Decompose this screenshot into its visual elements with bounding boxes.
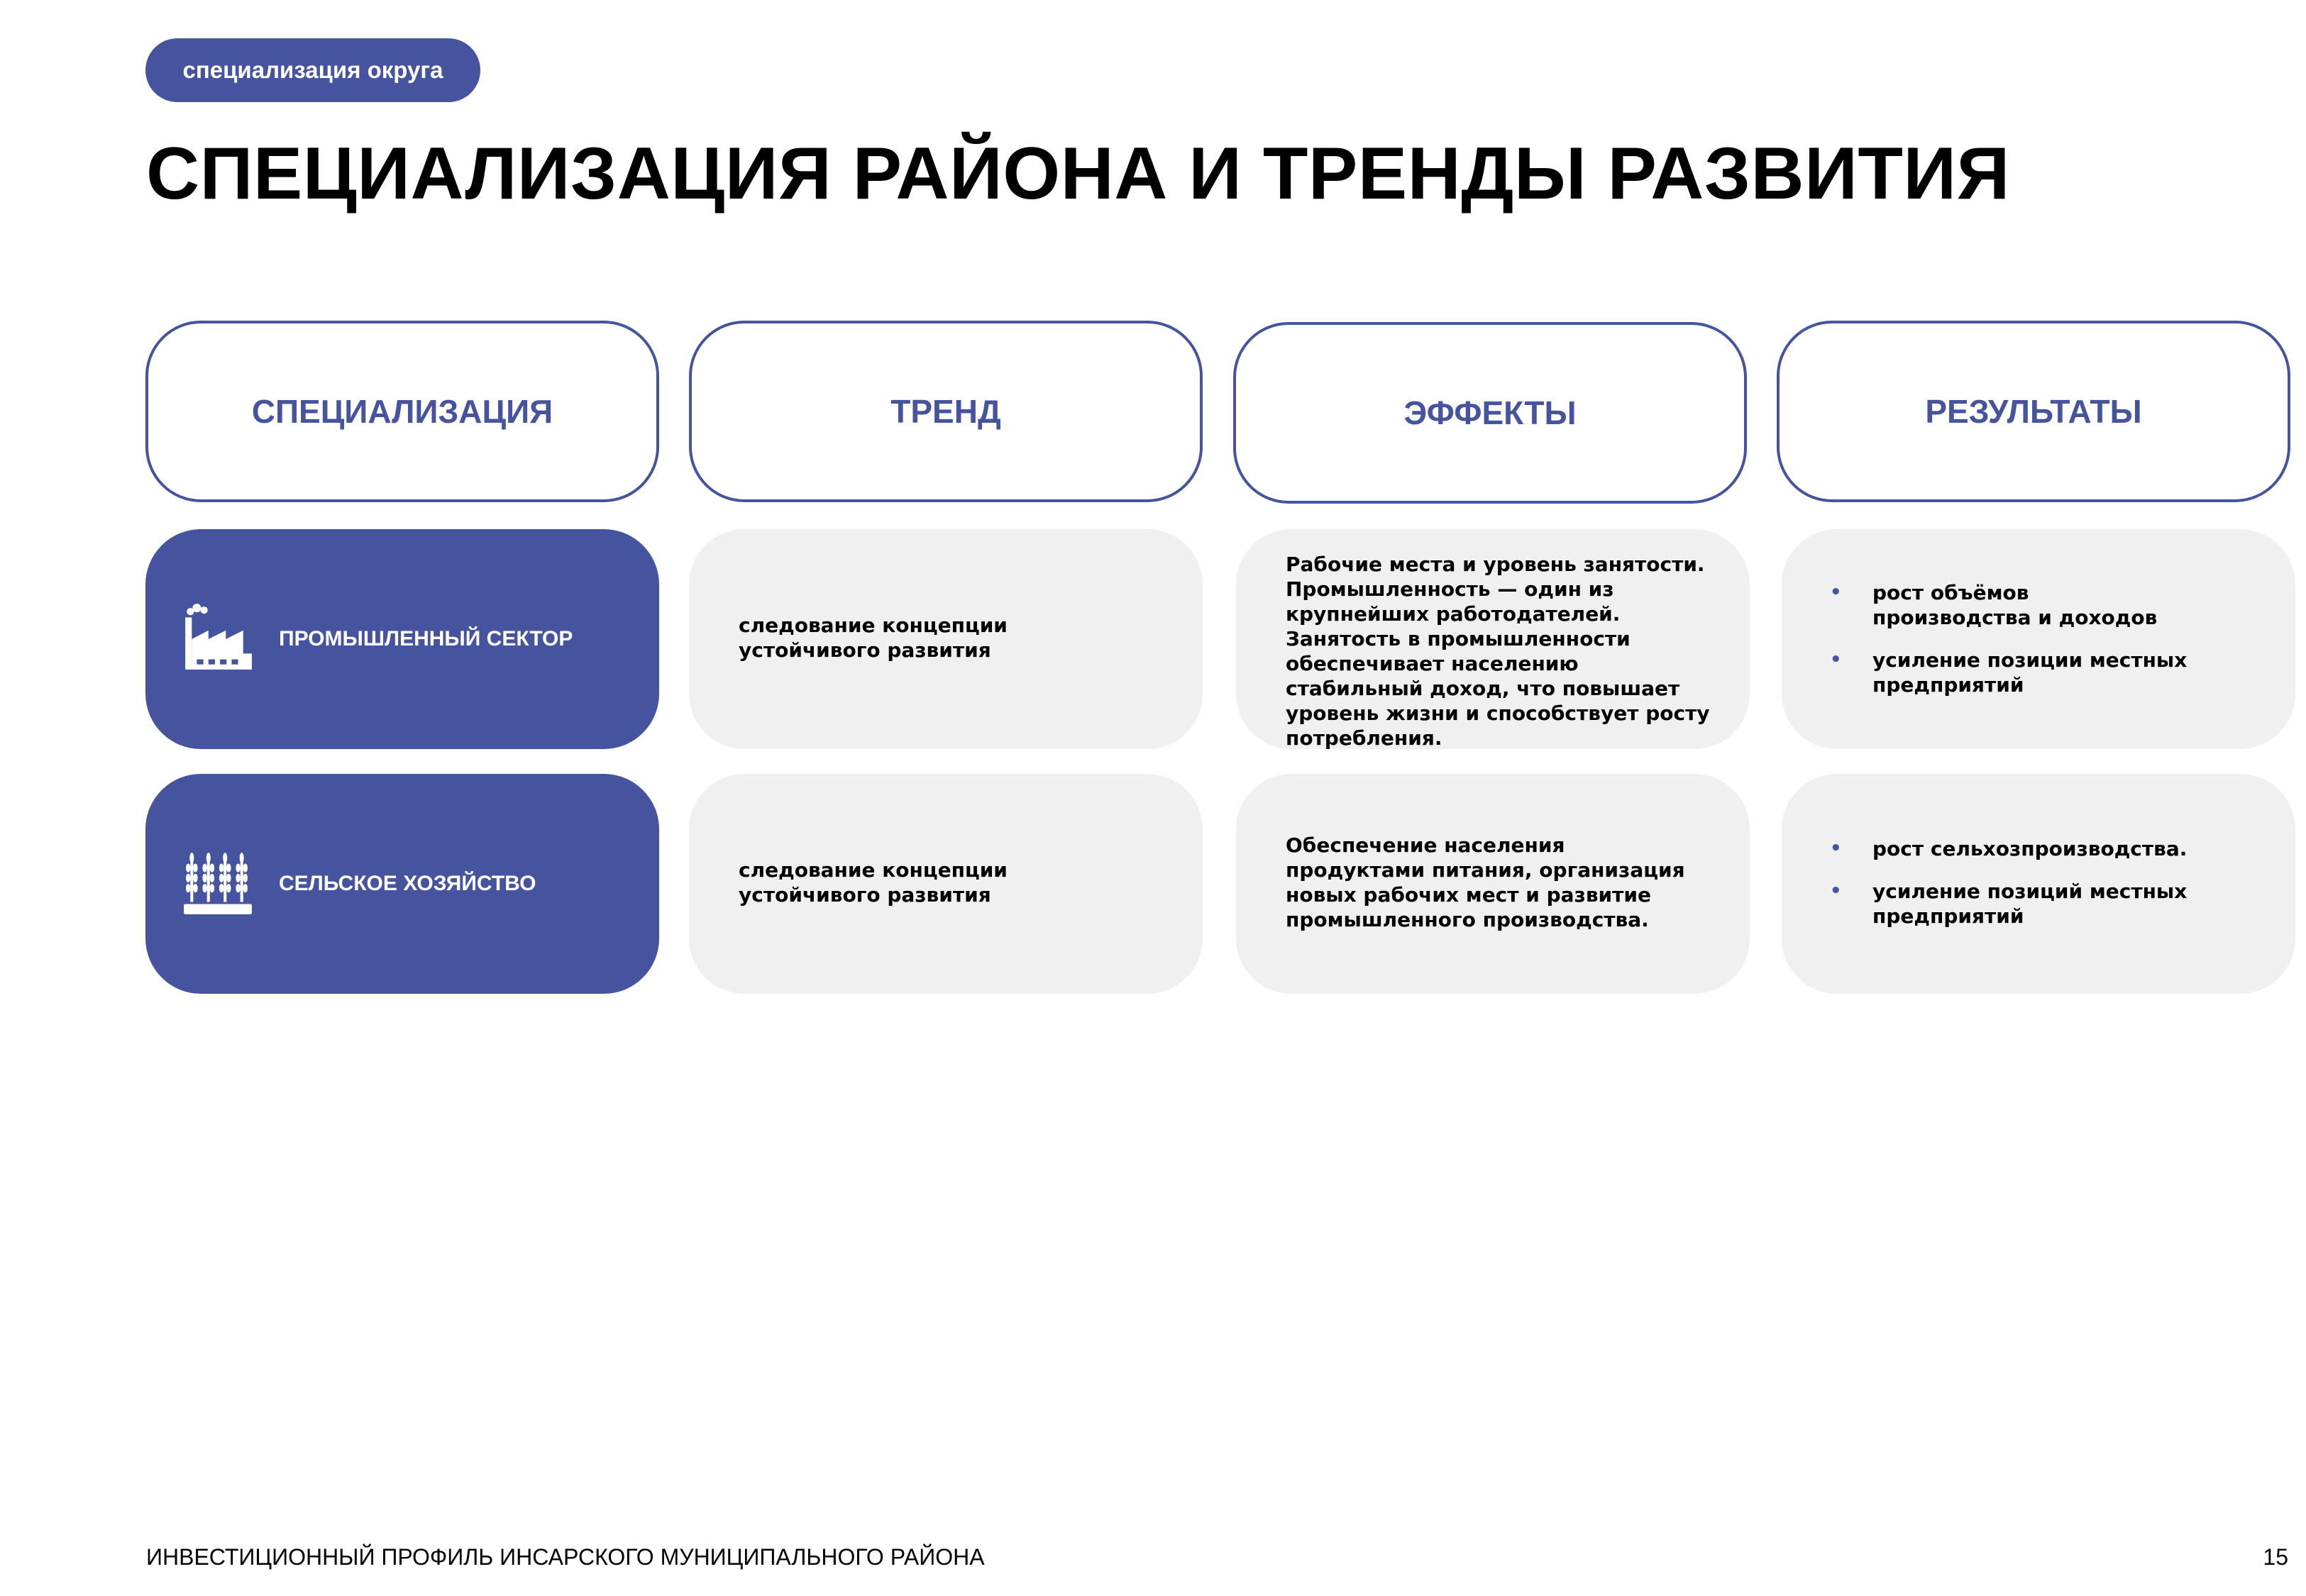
result-item	[1782, 648, 2189, 697]
specialization-cell-agriculture	[145, 774, 659, 994]
wheat-icon	[181, 848, 253, 920]
section-tag-label: специализация округа	[182, 57, 443, 83]
result-item	[1782, 879, 2189, 929]
bullet-icon: •	[1830, 649, 1842, 670]
effects-cell-agriculture	[1236, 774, 1750, 994]
result-item	[1782, 836, 2189, 861]
section-tag	[145, 38, 480, 102]
column-header-specialization	[145, 321, 659, 502]
results-list	[1782, 580, 2189, 715]
trend-text: следование концепции устойчивого развития	[739, 614, 1008, 662]
footer-title: ИНВЕСТИЦИОННЫЙ ПРОФИЛЬ ИНСАРСКОГО МУНИЦИПАЛЬНОГО РАЙОНА	[146, 1544, 985, 1570]
specialization-label: СЕЛЬСКОЕ ХОЗЯЙСТВО	[279, 872, 536, 895]
effects-cell-industry	[1236, 529, 1750, 749]
column-header-results	[1777, 321, 2290, 502]
result-item	[1782, 580, 2189, 630]
trend-cell-agriculture	[689, 774, 1203, 994]
result-text: рост объёмов производства и доходов	[1872, 581, 2158, 629]
effects-text: Рабочие места и уровень занятости. Промышленность — один из крупнейших работодателей. Занятость в промышленности обеспечивает населению стабильный доход, что повышает уровень жизни и способствует росту потребления.	[1286, 553, 1710, 750]
trend-text: следование концепции устойчивого развития	[739, 858, 1008, 907]
effects-text: Обеспечение населения продуктами питания, организация новых рабочих мест и развитие промышленного производства.	[1286, 833, 1685, 931]
column-header-label: РЕЗУЛЬТАТЫ	[1925, 393, 2142, 430]
results-cell-agriculture	[1782, 774, 2295, 994]
results-list	[1782, 836, 2189, 946]
results-cell-industry	[1782, 529, 2295, 749]
column-header-trend	[689, 321, 1203, 502]
factory-icon	[181, 603, 253, 675]
result-text: усиление позиции местных предприятий	[1872, 648, 2188, 697]
bullet-icon: •	[1830, 582, 1842, 603]
page-title: СПЕЦИАЛИЗАЦИЯ РАЙОНА И ТРЕНДЫ РАЗВИТИЯ	[146, 133, 2010, 215]
column-header-label: ТРЕНД	[890, 393, 1001, 430]
specialization-cell-industry	[145, 529, 659, 749]
page-number: 15	[2263, 1544, 2288, 1570]
trend-cell-industry	[689, 529, 1203, 749]
result-text: усиление позиций местных предприятий	[1872, 880, 2188, 928]
specialization-label: ПРОМЫШЛЕННЫЙ СЕКТОР	[279, 627, 573, 650]
column-header-label: СПЕЦИАЛИЗАЦИЯ	[251, 393, 553, 430]
bullet-icon: •	[1830, 880, 1842, 902]
column-header-label: ЭФФЕКТЫ	[1403, 394, 1577, 431]
bullet-icon: •	[1830, 838, 1842, 859]
column-header-effects	[1233, 322, 1747, 504]
result-text: рост сельхозпроизводства.	[1872, 837, 2188, 860]
